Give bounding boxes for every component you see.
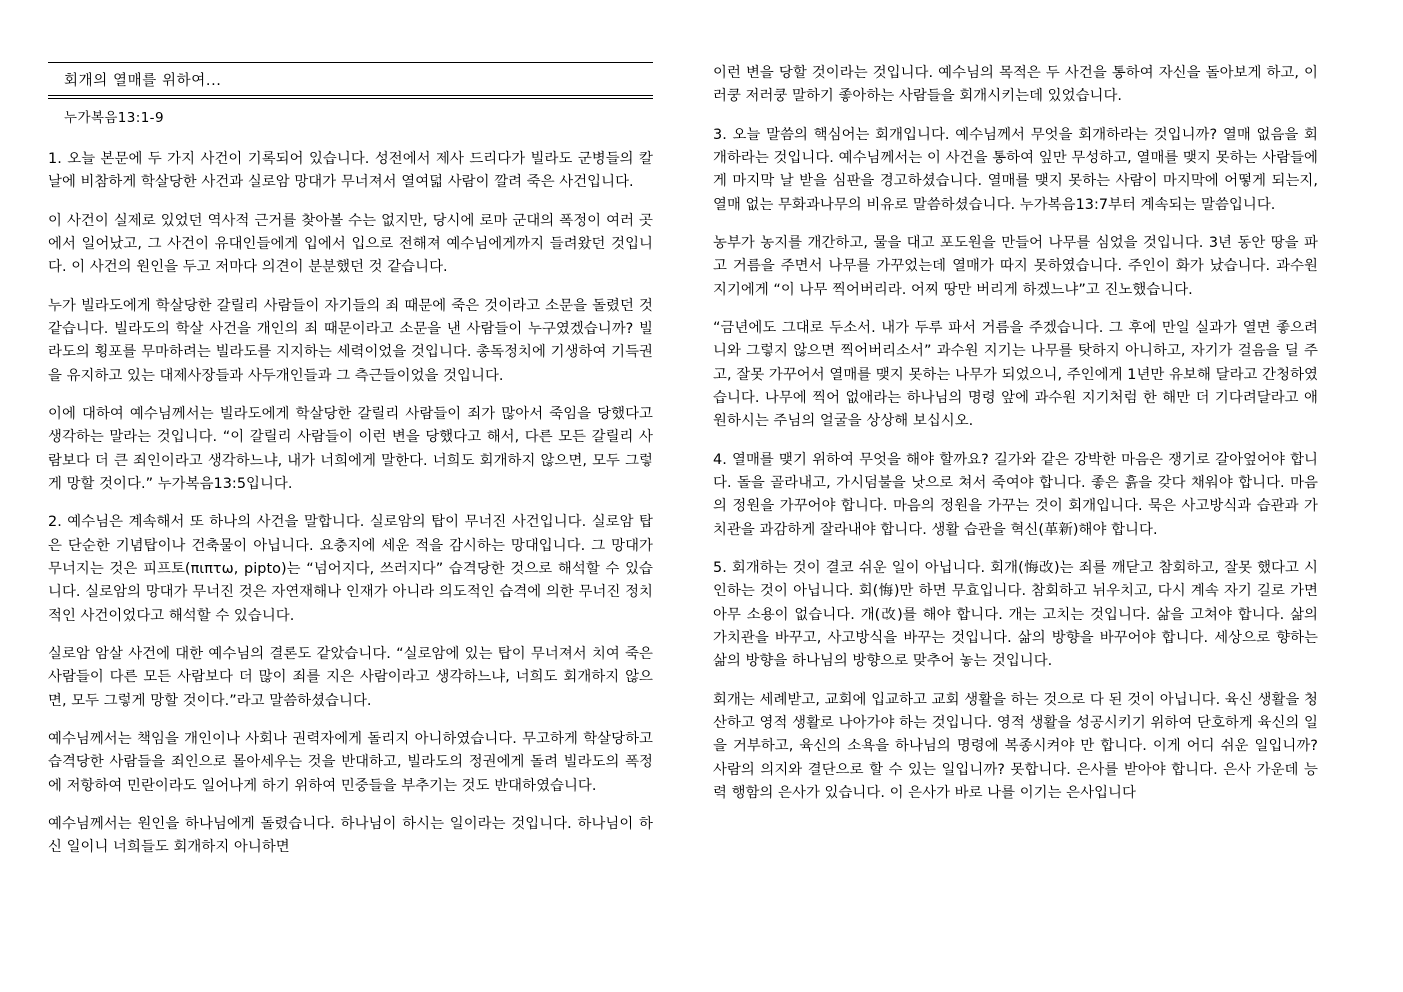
paragraph: 5. 회개하는 것이 결코 쉬운 일이 아닙니다. 회개(悔改)는 죄를 깨닫고 참회하고, 잘못 했다고 시인하는 것이 아닙니다. 회(悔)만 하면 무효입니다. 참회하고 뉘우치고, 다시 계속 자기 길로 가면 아무 소용이 없습니다. 개(改)를 해야 합니다. 개는 고치는 것입니다. 삶을 고쳐야 합니다. 삶의 가치관을 바꾸고, 사고방식을 바꾸는 것입니다. 삶의 방향을 바꾸어야 합니다. 세상으로 향하는 삶의 방향을 하나님의 방향으로 맞추어 놓는 것입니다.: [713, 559, 1318, 670]
two-column-layout: [48, 62, 1355, 992]
page-title: 회개의 열매를 위하여...: [64, 73, 222, 89]
paragraph: 이에 대하여 예수님께서는 빌라도에게 학살당한 갈릴리 사람들이 죄가 많아서 죽임을 당했다고 생각하는 말라는 것입니다. “이 갈릴리 사람들이 이런 변을 당했다고 해서, 다른 모든 갈릴리 사람보다 더 큰 죄인이라고 생각하느냐, 내가 너희에게 말한다. 너희도 회개하지 않으면, 모두 그렇게 망할 것이다.” 누가복음13:5입니다.: [48, 405, 653, 492]
paragraph: 이런 변을 당할 것이라는 것입니다. 예수님의 목적은 두 사건을 통하여 자신을 돌아보게 하고, 이러쿵 저러쿵 말하기 좋아하는 사람들을 회개시키는데 있었습니다.: [713, 65, 1318, 105]
left-column: [48, 62, 653, 992]
paragraph: 예수님께서는 원인을 하나님에게 돌렸습니다. 하나님이 하시는 일이라는 것입니다. 하나님이 하신 일이니 너희들도 회개하지 아니하면: [48, 815, 653, 856]
paragraph: 누가 빌라도에게 학살당한 갈릴리 사람들이 자기들의 죄 때문에 죽은 것이라고 소문을 돌렸던 것 같습니다. 빌라도의 학살 사건을 개인의 죄 때문이라고 소문을 낸 사람들이 누구였겠습니까? 빌라도의 횡포를 무마하려는 빌라도를 지지하는 세력이었을 것입니다. 총독정치에 기생하여 기득권을 유지하고 있는 대제사장들과 사두개인들과 그 측근들이었을 것입니다.: [48, 297, 653, 384]
right-column: [713, 62, 1318, 992]
document-header: [48, 62, 653, 130]
paragraph: 4. 열매를 맺기 위하여 무엇을 해야 할까요? 길가와 같은 강박한 마음은 쟁기로 갈아엎어야 합니다. 돌을 골라내고, 가시덤불을 낫으로 쳐서 죽여야 합니다. 좋은 흙을 갖다 채워야 합니다. 마음의 정원을 가꾸어야 합니다. 마음의 정원을 가꾸는 것이 회개입니다. 묵은 사고방식과 습관과 가치관을 과감하게 잘라내야 합니다. 생활 습관을 혁신(革新)해야 합니다.: [713, 451, 1318, 538]
paragraph: 예수님께서는 책임을 개인이나 사회나 권력자에게 돌리지 아니하였습니다. 무고하게 학살당하고 습격당한 사람들을 죄인으로 몰아세우는 것을 반대하고, 빌라도의 정권에게 돌려 빌라도의 폭정에 저항하여 민란이라도 일어나게 하기 위하여 민중들을 부추기는 것도 반대하였습니다.: [48, 730, 653, 794]
scripture-reference: 누가복음13:1-9: [64, 110, 164, 126]
paragraph: 실로암 암살 사건에 대한 예수님의 결론도 같았습니다. “실로암에 있는 탑이 무너져서 치여 죽은 사람들이 다른 모든 사람보다 더 많이 죄를 지은 사람이라고 생각하느냐, 너희도 회개하지 않으면, 모두 그렇게 망할 것이다.”라고 말씀하셨습니다.: [48, 645, 653, 709]
paragraph: 농부가 농지를 개간하고, 물을 대고 포도원을 만들어 나무를 심었을 것입니다. 3년 동안 땅을 파고 거름을 주면서 나무를 가꾸었는데 열매가 따지 못하였습니다. 주인이 화가 났습니다. 과수원 지기에게 “이 나무 찍어버리라. 어찌 땅만 버리게 하겠느냐”고 진노했습니다.: [713, 234, 1318, 298]
paragraph: 회개는 세례받고, 교회에 입교하고 교회 생활을 하는 것으로 다 된 것이 아닙니다. 육신 생활을 청산하고 영적 생활로 나아가야 하는 것입니다. 영적 생활을 성공시키기 위하여 단호하게 육신의 일을 거부하고, 육신의 소욕을 하나님의 명령에 복종시켜야 만 합니다. 이게 어디 쉬운 일입니까? 사람의 의지와 결단으로 할 수 있는 일입니까? 못합니다. 은사를 받아야 합니다. 은사 가운데 능력 행함의 은사가 있습니다. 이 은사가 바로 나를 이기는 은사입니다: [713, 691, 1318, 801]
paragraph: 이 사건이 실제로 있었던 역사적 근거를 찾아볼 수는 없지만, 당시에 로마 군대의 폭정이 여러 곳에서 일어났고, 그 사건이 유대인들에게 입에서 입으로 전해져 예수님에게까지 들려왔던 것입니다. 이 사건의 원인을 두고 저마다 의견이 분분했던 것 같습니다.: [48, 212, 653, 276]
paragraph: 3. 오늘 말씀의 핵심어는 회개입니다. 예수님께서 무엇을 회개하라는 것입니까? 열매 없음을 회개하라는 것입니다. 예수님께서는 이 사건을 통하여 잎만 무성하고, 열매를 맺지 못하는 사람들에게 마지막 날 받을 심판을 경고하셨습니다. 열매를 맺지 못하는 사람이 마지막에 어떻게 되는지, 열매 없는 무화과나무의 비유로 말씀하셨습니다. 누가복음13:7부터 계속되는 말씀입니다.: [713, 126, 1318, 213]
paragraph: “금년에도 그대로 두소서. 내가 두루 파서 거름을 주겠습니다. 그 후에 만일 실과가 열면 좋으려니와 그렇지 않으면 찍어버리소서” 과수원 지기는 나무를 탓하지 아니하고, 자기가 걸음을 딜 주고, 잘못 가꾸어서 열매를 맺지 못하는 나무가 되었으니, 주인에게 1년만 유보해 달라고 간청하였습니다. 나무에 찍어 없애라는 하나님의 명령 앞에 과수원 지기처럼 한 해만 더 기다려달라고 애원하시는 주님의 얼굴을 상상해 보십시오.: [713, 319, 1318, 430]
paragraph: 1. 오늘 본문에 두 가지 사건이 기록되어 있습니다. 성전에서 제사 드리다가 빌라도 군병들의 칼날에 비참하게 학살당한 사건과 실로암 망대가 무너져서 열여덟 사람이 깔려 죽은 사건입니다.: [48, 151, 653, 191]
paragraph: 2. 예수님은 계속해서 또 하나의 사건을 말합니다. 실로암의 탑이 무너진 사건입니다. 실로암 탑은 단순한 기념탑이나 건축물이 아닙니다. 요충지에 세운 적을 감시하는 망대입니다. 그 망대가 무너지는 것은 피프토(πιπτω, pipto)는 “넘어지다, 쓰러지다” 습격당한 것으로 해석할 수 있습니다. 실로암의 망대가 무너진 것은 자연재해나 인재가 아니라 의도적인 습격에 의한 무너진 정치적인 사건이었다고 해석할 수 있습니다.: [48, 514, 653, 624]
